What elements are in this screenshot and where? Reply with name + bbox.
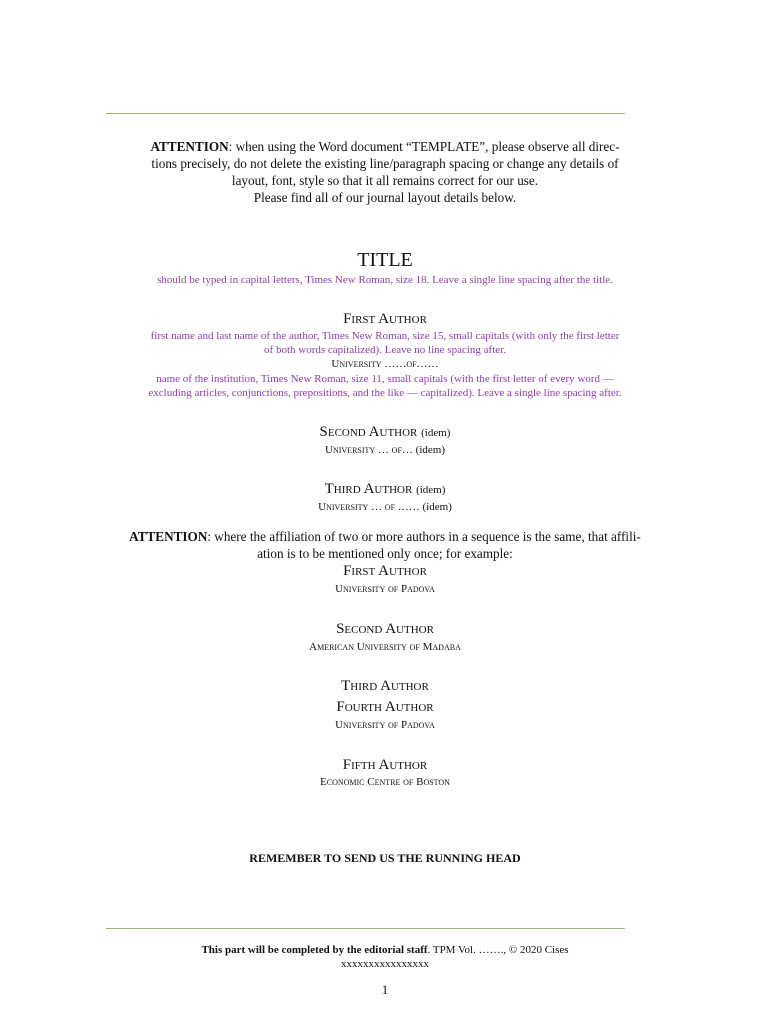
third-author-idem: (idem) bbox=[416, 484, 446, 496]
third-author-university-label: University … of …… bbox=[318, 501, 420, 513]
example-first-author: First Author bbox=[343, 563, 427, 579]
example-third-author: Third Author bbox=[341, 678, 429, 694]
institution-note-line-1: name of the institution, Times New Roman, size 11, small capitals (with the first letter of every word — bbox=[156, 373, 614, 385]
institution-note-line-2: excluding articles, conjunctions, prepositions, and the like — capitalized). Leave a single line spacing after. bbox=[148, 387, 622, 399]
second-author-university-label: University … of… bbox=[325, 444, 413, 456]
first-author-note-line-1: first name and last name of the author, Times New Roman, size 15, small capitals (with only the first letter bbox=[150, 330, 620, 342]
second-author-university-idem: (idem) bbox=[415, 444, 445, 456]
attention-text-3: layout, font, style so that it all remains correct for our use. bbox=[231, 173, 539, 188]
attention-label: ATTENTION bbox=[150, 139, 229, 154]
page-number: 1 bbox=[381, 982, 389, 997]
example-third-fourth-university: University of Padova bbox=[335, 719, 435, 731]
institution-note bbox=[100, 372, 670, 400]
example-fifth-university: Economic Centre of Boston bbox=[320, 776, 450, 788]
attention-text-1: : when using the Word document “TEMPLATE”, please observe all direc- bbox=[228, 139, 620, 154]
example-first-university: University of Padova bbox=[335, 583, 435, 595]
second-author-name bbox=[100, 422, 670, 443]
example-second-author: Second Author bbox=[336, 621, 434, 637]
footer-line-2: xxxxxxxxxxxxxxxx bbox=[341, 958, 429, 970]
third-author-university bbox=[100, 500, 670, 515]
example-fourth-author: Fourth Author bbox=[336, 699, 434, 715]
second-author-university bbox=[100, 443, 670, 458]
attention-text-4: Please find all of our journal layout details below. bbox=[253, 190, 517, 205]
attention-label-2: ATTENTION bbox=[129, 529, 208, 544]
third-author-university-idem: (idem) bbox=[422, 501, 452, 513]
third-author-label: Third Author bbox=[324, 481, 413, 497]
third-author-name bbox=[100, 479, 670, 500]
first-author-name: First Author bbox=[343, 311, 427, 327]
attention-text-2: tions precisely, do not delete the existing line/paragraph spacing or change any details of bbox=[151, 156, 619, 171]
first-author-note bbox=[100, 329, 670, 357]
attention-paragraph-2 bbox=[100, 528, 670, 562]
example-fifth-author: Fifth Author bbox=[342, 757, 428, 773]
first-author-university: University ……of…… bbox=[331, 358, 439, 370]
footer-bold: This part will be completed by the editorial staff bbox=[201, 944, 428, 956]
footer-rest: . TPM Vol. ……., © 2020 Cises bbox=[427, 944, 569, 956]
second-author-label: Second Author bbox=[319, 424, 418, 440]
footer bbox=[100, 943, 670, 971]
attention2-text-1: : where the affiliation of two or more authors in a sequence is the same, that affili- bbox=[207, 529, 641, 544]
attention-paragraph bbox=[100, 138, 670, 206]
example-second-university: American University of Madaba bbox=[309, 641, 461, 653]
bottom-rule bbox=[106, 928, 625, 929]
first-author-note-line-2: of both words capitalized). Leave no line spacing after. bbox=[264, 344, 506, 356]
running-head-reminder: REMEMBER TO SEND US THE RUNNING HEAD bbox=[249, 851, 521, 865]
page-title: TITLE bbox=[357, 249, 413, 271]
second-author-idem: (idem) bbox=[421, 427, 451, 439]
title-note: should be typed in capital letters, Times New Roman, size 18. Leave a single line spacing after the title. bbox=[157, 274, 613, 286]
top-rule bbox=[106, 113, 625, 114]
attention2-text-2: ation is to be mentioned only once; for example: bbox=[257, 546, 513, 561]
